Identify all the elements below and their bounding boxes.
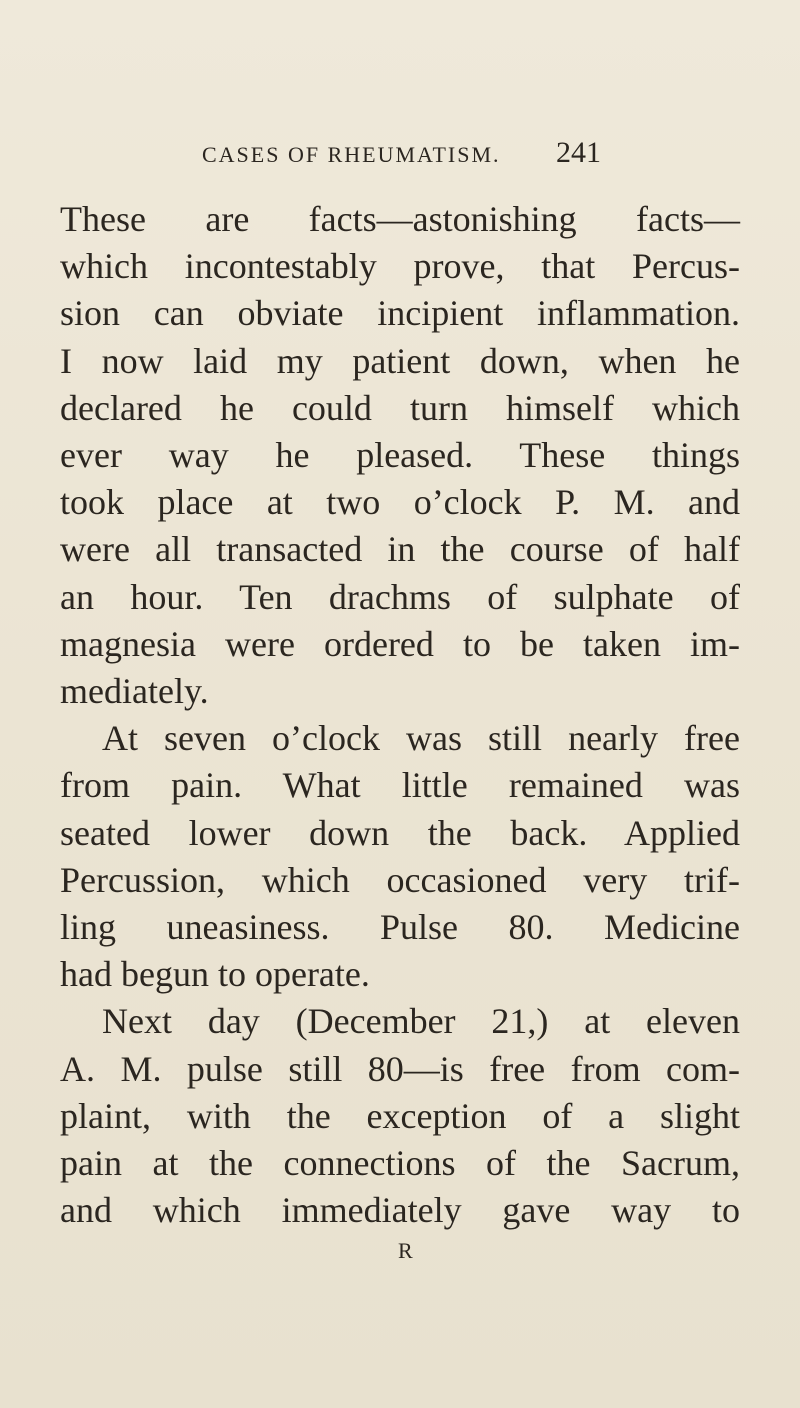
- text-line: an hour. Ten drachms of sulphate of: [60, 577, 740, 617]
- text-line: ever way he pleased. These things: [60, 435, 740, 475]
- text-line: A. M. pulse still 80—is free from com-: [60, 1049, 740, 1089]
- running-title: CASES OF RHEUMATISM.: [202, 142, 501, 167]
- text-line: took place at two o’clock P. M. and: [60, 482, 740, 522]
- text-line: I now laid my patient down, when he: [60, 341, 740, 381]
- text-line: Percussion, which occasioned very trif-: [60, 860, 740, 900]
- text-line: ling uneasiness. Pulse 80. Medicine: [60, 907, 740, 947]
- text-line: magnesia were ordered to be taken im-: [60, 624, 740, 664]
- page-number: 241: [556, 136, 601, 169]
- text-line: declared he could turn himself which: [60, 388, 740, 428]
- text-line: from pain. What little remained was: [60, 765, 740, 805]
- text-line: These are facts—astonishing facts—: [60, 199, 740, 239]
- text-line: were all transacted in the course of half: [60, 529, 740, 569]
- text-line: and which immediately gave way to: [60, 1190, 740, 1230]
- text-line: plaint, with the exception of a slight: [60, 1096, 740, 1136]
- text-line: sion can obviate incipient inflammation.: [60, 293, 740, 333]
- running-head: [0, 136, 800, 182]
- text-line: At seven o’clock was still nearly free: [102, 718, 740, 758]
- text-line: mediately.: [60, 671, 209, 711]
- text-line: Next day (December 21,) at eleven: [102, 1001, 740, 1041]
- text-line: had begun to operate.: [60, 954, 370, 994]
- text-line: which incontestably prove, that Percus-: [60, 246, 740, 286]
- text-line: pain at the connections of the Sacrum,: [60, 1143, 740, 1183]
- signature-mark: R: [398, 1238, 413, 1263]
- text-line: seated lower down the back. Applied: [60, 813, 740, 853]
